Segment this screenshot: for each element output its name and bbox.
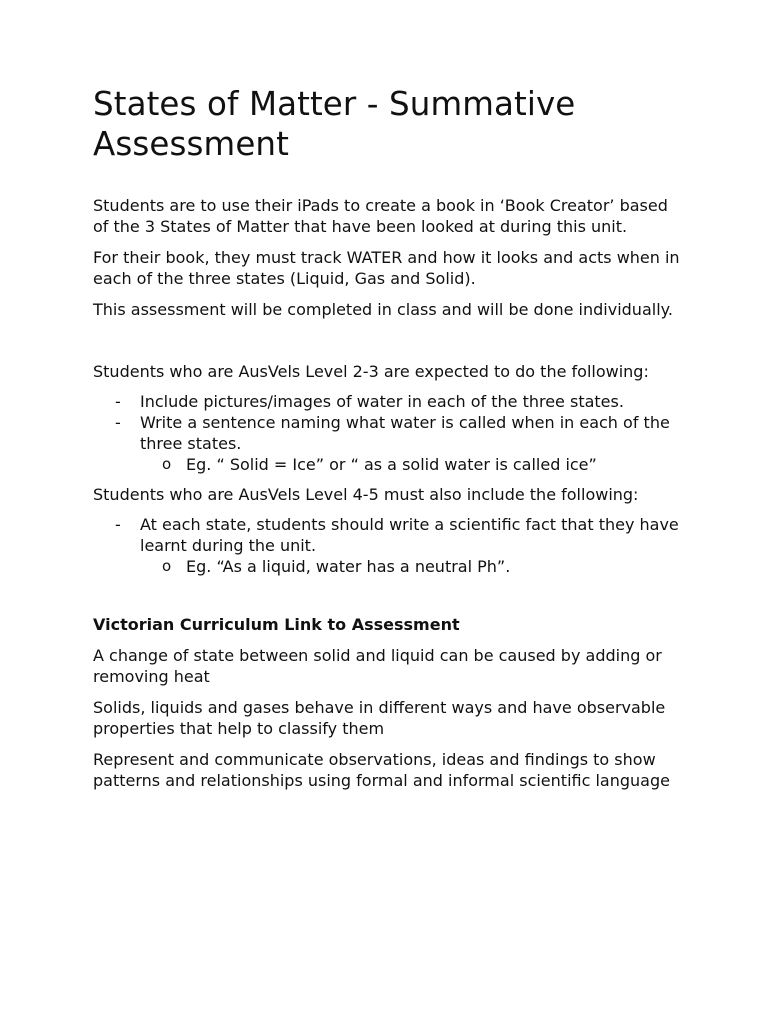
- document-page: [93, 84, 683, 791]
- intro-paragraph-3: This assessment will be completed in class and will be done individually.: [93, 300, 673, 319]
- dash-bullet: -: [115, 413, 121, 432]
- level-4-5-lead: Students who are AusVels Level 4-5 must also include the following:: [93, 485, 639, 504]
- list-item-text: At each state, students should write a scientific fact that they have learnt during the unit.: [140, 515, 679, 555]
- sub-list-item: [140, 556, 683, 577]
- document-title: States of Matter - Summative Assessment: [93, 85, 576, 163]
- intro-paragraph-1: Students are to use their iPads to create a book in ‘Book Creator’ based of the 3 States of Matter that have been looked at during this unit.: [93, 196, 668, 236]
- list-item: [93, 412, 683, 475]
- dash-bullet: -: [115, 515, 121, 534]
- intro-paragraph-2: For their book, they must track WATER and how it looks and acts when in each of the three states (Liquid, Gas and Solid).: [93, 248, 680, 288]
- list-item-text: Include pictures/images of water in each of the three states.: [140, 392, 624, 411]
- list-item: [93, 391, 683, 412]
- level-2-3-list: [93, 391, 683, 475]
- level-2-3-lead: Students who are AusVels Level 2-3 are expected to do the following:: [93, 362, 649, 381]
- sub-list-item-text: Eg. “As a liquid, water has a neutral Ph”.: [186, 557, 511, 576]
- sub-list: [140, 454, 683, 475]
- sub-list-item: [140, 454, 683, 475]
- list-item-text: Write a sentence naming what water is called when in each of the three states.: [140, 413, 670, 453]
- dash-bullet: -: [115, 392, 121, 411]
- curriculum-paragraph-1: A change of state between solid and liquid can be caused by adding or removing heat: [93, 646, 662, 686]
- curriculum-paragraph-2: Solids, liquids and gases behave in different ways and have observable properties that help to classify them: [93, 698, 666, 738]
- curriculum-paragraph-3: Represent and communicate observations, ideas and findings to show patterns and relationships using formal and informal scientific language: [93, 750, 670, 790]
- list-item: [93, 514, 683, 577]
- level-4-5-list: [93, 514, 683, 577]
- sub-list: [140, 556, 683, 577]
- circle-bullet: o: [162, 557, 172, 575]
- sub-list-item-text: Eg. “ Solid = Ice” or “ as a solid water is called ice”: [186, 455, 597, 474]
- circle-bullet: o: [162, 455, 172, 473]
- curriculum-heading: Victorian Curriculum Link to Assessment: [93, 615, 460, 634]
